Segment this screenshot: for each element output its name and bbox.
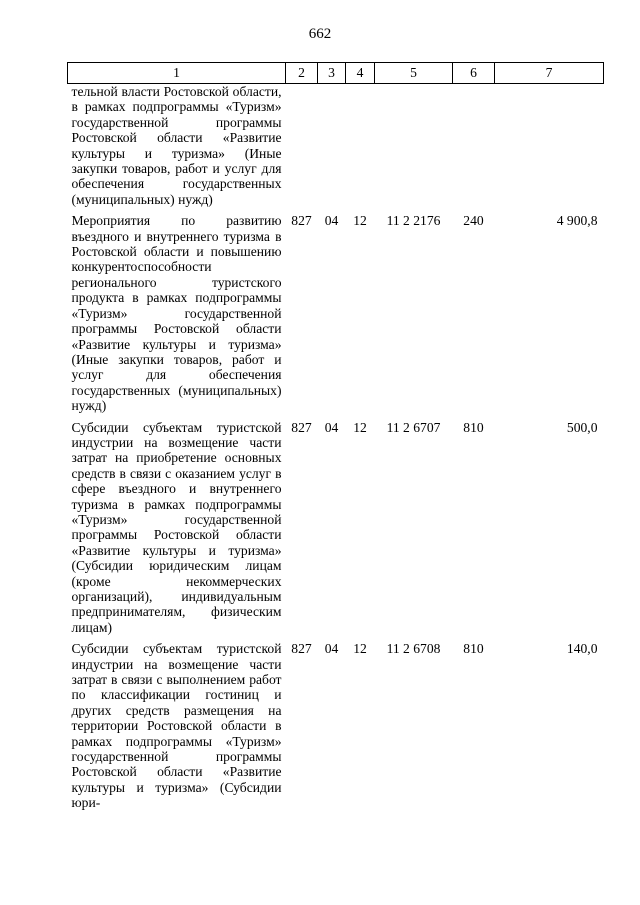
amount: 4 900,8 [556,213,598,229]
expense-type-code: 240 [463,213,484,229]
section-code: 04 [324,641,339,657]
target-code: 11 2 6707 [386,419,441,435]
table-header [68,63,604,84]
subsection-code: 12 [353,641,367,657]
column-header-3: 3 [318,63,346,84]
row-name: Мероприятия по развитию въездного и внутреннего туризма в Ростовской области и повышению конкурентоспособности регионального туристского продукта в рамках подпрограммы «Туризм» государственной программы Ростовской области «Развитие культуры и туризма» (Иные закупки товаров, работ и услуг для обеспечения государственных (муниципальных) нужд) [71,213,282,414]
ministry-code: 827 [291,641,312,657]
table-row [68,414,604,636]
column-header-2: 2 [286,63,318,84]
column-header-7: 7 [495,63,604,84]
page-number: 662 [308,26,332,42]
row-name: тельной власти Ростовской области, в рамках подпрограммы «Туризм» государственной программы Ростовской области «Развитие культуры и туризма» (Иные закупки товаров, работ и услуг для обеспечения государственных (муниципальных) нужд) [71,84,282,207]
section-code: 04 [324,213,339,229]
budget-table [67,62,604,811]
column-header-1: 1 [68,63,286,84]
section-code: 04 [324,419,339,435]
table-row [68,207,604,413]
column-header-5: 5 [375,63,453,84]
subsection-code: 12 [353,213,367,229]
table-row [68,84,604,208]
column-header-6: 6 [453,63,495,84]
target-code: 11 2 6708 [386,641,441,657]
ministry-code: 827 [291,213,312,229]
column-header-4: 4 [346,63,375,84]
expense-type-code: 810 [463,641,484,657]
row-name: Субсидии субъектам туристской индустрии на возмещение части затрат на приобретение основных средств в связи с оказанием услуг в сфере въездного и внутреннего туризма в рамках подпрограммы «Туризм» государственной программы Ростовской области «Развитие культуры и туризма» (Субсидии юридическим лицам (кроме некоммерческих организаций), индивидуальным предпринимателям, физическим лицам) [71,419,282,635]
amount: 140,0 [566,641,598,657]
target-code: 11 2 2176 [386,213,441,229]
amount: 500,0 [566,419,598,435]
table-row [68,635,604,810]
row-name: Субсидии субъектам туристской индустрии на возмещение части затрат в связи с выполнением работ по классификации гостиниц и других средств размещения на территории Ростовской области в рамках подпрограммы «Туризм» государственной программы Ростовской области «Развитие культуры и туризма» (Субсидии юри- [71,641,282,811]
ministry-code: 827 [291,419,312,435]
expense-type-code: 810 [463,419,484,435]
subsection-code: 12 [353,419,367,435]
